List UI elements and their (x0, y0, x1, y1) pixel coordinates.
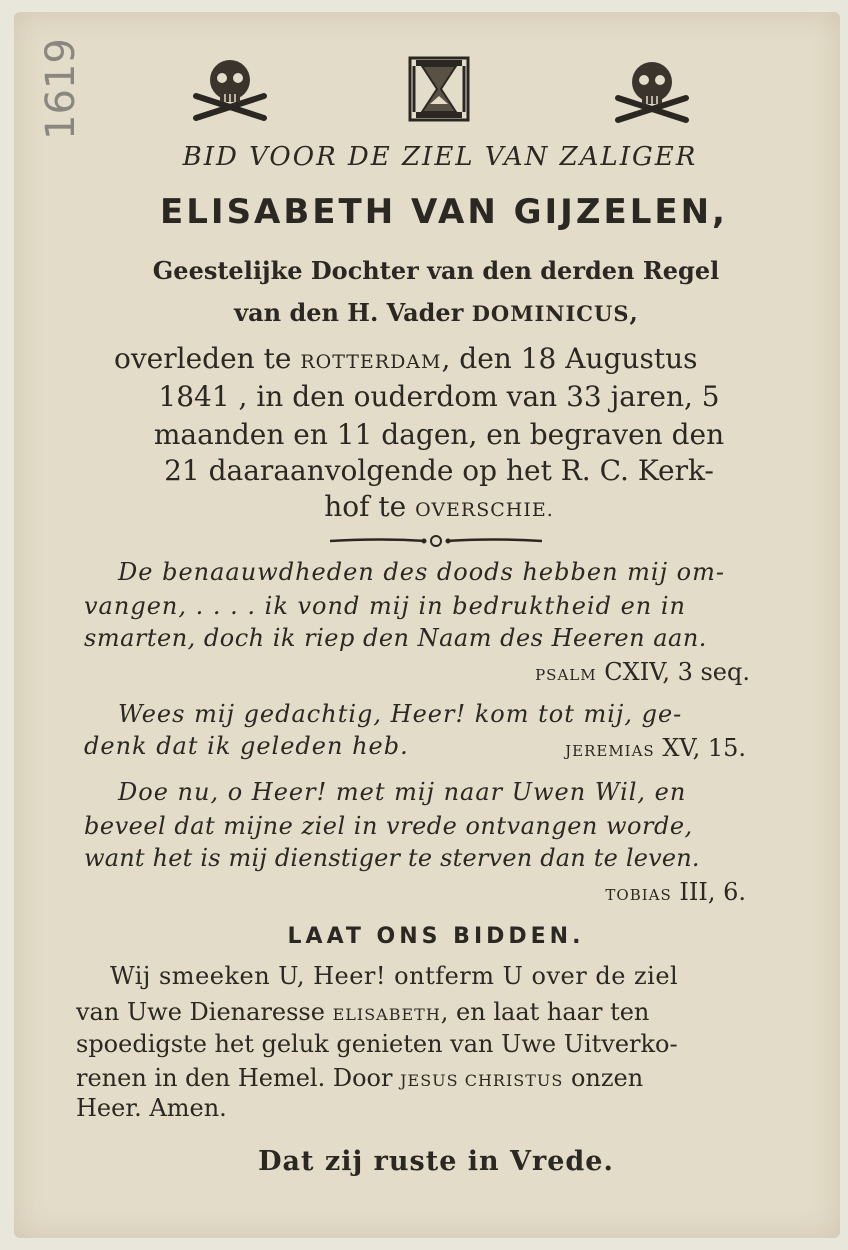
role-line-2: van den H. Vader DOMINICUS, (234, 298, 638, 327)
quote2-line-1: Wees mij gedachtig, Heer! kom tot mij, ge- (118, 700, 683, 728)
divider-ornament (330, 532, 542, 550)
quote1-reference: PSALM CXIV, 3 seq. (535, 658, 750, 686)
prayer-line-4: renen in den Hemel. Door JESUS CHRISTUS onzen (76, 1064, 644, 1092)
quote1-line-2: vangen, . . . . ik vond mij in bedruktheid en in (84, 592, 687, 620)
quote2-line-2: denk dat ik geleden heb. (84, 732, 409, 760)
quote2-reference: JEREMIAS XV, 15. (565, 734, 746, 762)
quote1-line-1: De benaauwdheden des doods hebben mij om- (118, 558, 725, 586)
quote3-line-1: Doe nu, o Heer! met mij naar Uwen Wil, en (118, 778, 687, 806)
death-line-2: 1841 , in den ouderdom van 33 jaren, 5 (158, 380, 720, 413)
death-line-1: overleden te ROTTERDAM, den 18 Augustus (114, 342, 698, 375)
quote1-line-3: smarten, doch ik riep den Naam des Heeren aan. (84, 624, 707, 652)
deceased-name: ELISABETH VAN GIJZELEN, (160, 192, 728, 232)
prayer-line-3: spoedigste het geluk genieten van Uwe Uitverko- (76, 1030, 678, 1058)
quote3-line-2: beveel dat mijne ziel in vrede ontvangen worde, (84, 812, 693, 840)
closing-line: Dat zij ruste in Vrede. (258, 1146, 614, 1177)
death-line-4: 21 daaraanvolgende op het R. C. Kerk- (164, 454, 714, 487)
death-line-5: hof te OVERSCHIE. (324, 490, 554, 523)
quote3-line-3: want het is mij dienstiger te sterven dan te leven. (84, 844, 700, 872)
prayer-heading: LAAT ONS BIDDEN. (287, 924, 585, 949)
role-line-1: Geestelijke Dochter van den derden Regel (152, 256, 720, 285)
prayer-line-1: Wij smeeken U, Heer! ontferm U over de ziel (110, 962, 679, 990)
prayer-line-5: Heer. Amen. (76, 1094, 227, 1122)
quote3-reference: TOBIAS III, 6. (605, 878, 746, 906)
intro-line: BID VOOR DE ZIEL VAN ZALIGER (182, 142, 698, 172)
prayer-line-2: van Uwe Dienaresse ELISABETH, en laat haar ten (76, 998, 650, 1026)
death-line-3: maanden en 11 dagen, en begraven den (153, 418, 725, 451)
skull-crossbones-icon-right (612, 58, 692, 124)
winged-hourglass-icon (408, 56, 470, 122)
skull-crossbones-icon-left (190, 56, 270, 122)
pencil-annotation: 1619 (38, 38, 84, 140)
